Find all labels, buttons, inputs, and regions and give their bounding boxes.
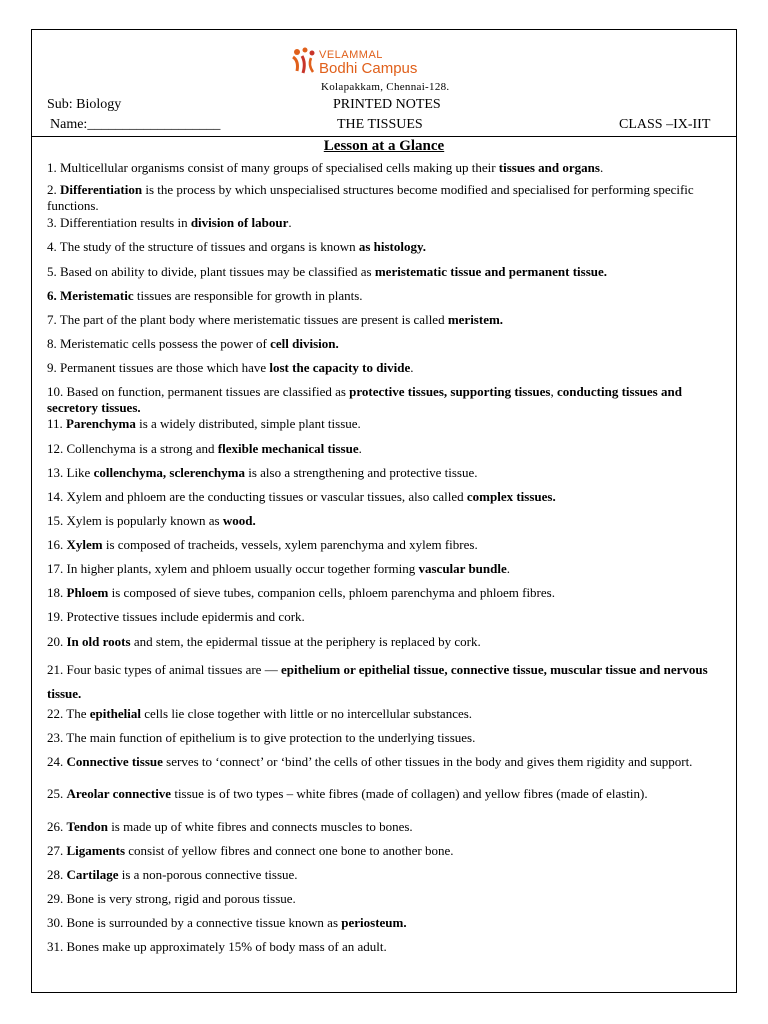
note-point	[47, 264, 727, 280]
note-point	[47, 754, 727, 770]
note-text: 5. Based on ability to divide, plant tissues may be classified as	[47, 264, 375, 279]
bold-term: meristematic tissue and permanent tissue.	[374, 264, 608, 279]
note-text: .	[288, 215, 292, 230]
logo-brand-top: VELAMMAL	[319, 49, 383, 61]
note-point	[47, 537, 727, 553]
note-text: 19. Protective tissues include epidermis and cork.	[47, 609, 305, 624]
bold-term: protective tissues, supporting tissues	[349, 384, 551, 399]
bold-term: Cartilage	[66, 867, 119, 882]
bold-term: 6. Meristematic	[47, 288, 134, 303]
note-text: 2.	[47, 182, 60, 197]
note-point	[47, 288, 727, 304]
note-text: ,	[550, 384, 557, 399]
bold-term: periosteum.	[341, 915, 407, 930]
note-point	[47, 360, 727, 376]
bold-term: In old roots	[66, 634, 131, 649]
note-text: serves to ‘connect’ or ‘bind’ the cells of other tissues in the body and gives them rigidity and support.	[162, 754, 693, 769]
bold-term: Xylem	[66, 537, 103, 552]
bold-term: lost the capacity to divide	[269, 360, 411, 375]
note-text: 14. Xylem and phloem are the conducting tissues or vascular tissues, also called	[47, 489, 467, 504]
bold-term: epithelial	[89, 706, 142, 721]
note-text: 13. Like	[47, 465, 94, 480]
note-text: 29. Bone is very strong, rigid and porous tissue.	[47, 891, 296, 906]
name-field: Name:___________________	[50, 117, 221, 132]
note-text: cells lie close together with little or no intercellular substances.	[141, 706, 473, 721]
bold-term: cell division.	[270, 336, 339, 351]
lesson-title: Lesson at a Glance	[323, 138, 445, 154]
note-text: 27.	[47, 843, 67, 858]
note-text: 26.	[47, 819, 67, 834]
document-type: PRINTED NOTES	[333, 97, 441, 112]
note-text: 31. Bones make up approximately 15% of body mass of an adult.	[47, 939, 387, 954]
note-point	[47, 416, 727, 432]
bold-term: Parenchyma	[66, 416, 136, 431]
note-text: 18.	[47, 585, 67, 600]
topic-title: THE TISSUES	[337, 117, 423, 132]
note-point	[47, 465, 727, 481]
note-point	[47, 915, 727, 931]
bold-term: Connective tissue	[66, 754, 163, 769]
note-text: tissue is of two types – white fibres (made of collagen) and yellow fibres (made of elastin).	[171, 786, 648, 801]
note-text: 1. Multicellular organisms consist of many groups of specialised cells making up their	[47, 160, 499, 175]
bold-term: conducting tissues and secretory tissues.	[47, 384, 682, 415]
note-point	[47, 843, 727, 859]
note-text: consist of yellow fibres and connect one bone to another bone.	[125, 843, 454, 858]
note-point	[47, 658, 727, 706]
note-text: is a non-porous connective tissue.	[118, 867, 298, 882]
note-text: 21. Four basic types of animal tissues are —	[47, 662, 281, 677]
note-point	[47, 585, 727, 601]
bold-term: Tendon	[66, 819, 108, 834]
bold-term: as histology.	[358, 239, 427, 254]
bold-term: epithelium or epithelial tissue, connective tissue, muscular tissue and nervous tissue.	[47, 662, 708, 701]
note-text: 9. Permanent tissues are those which have	[47, 360, 270, 375]
school-logo	[291, 43, 491, 95]
bold-term: complex tissues.	[466, 489, 556, 504]
bold-term: Phloem	[66, 585, 109, 600]
note-text: 23. The main function of epithelium is to give protection to the underlying tissues.	[47, 730, 476, 745]
note-text: 22. The	[47, 706, 90, 721]
bold-term: flexible mechanical tissue	[217, 441, 359, 456]
note-point	[47, 706, 727, 722]
note-text: .	[358, 441, 362, 456]
note-text: .	[410, 360, 414, 375]
note-text: 24.	[47, 754, 67, 769]
note-text: is composed of tracheids, vessels, xylem parenchyma and xylem fibres.	[102, 537, 478, 552]
note-text: .	[506, 561, 511, 576]
logo-brand-main: Bodhi Campus	[319, 60, 418, 77]
note-text: .	[599, 160, 604, 175]
bold-term: wood.	[222, 513, 256, 528]
logo-emblem-icon	[291, 47, 317, 77]
header-divider	[32, 136, 736, 137]
note-text: is also a strengthening and protective tissue.	[244, 465, 478, 480]
bold-term: tissues and organs	[498, 160, 600, 175]
note-point	[47, 336, 727, 352]
note-point	[47, 513, 727, 529]
note-point	[47, 891, 727, 907]
note-point	[47, 730, 727, 746]
school-address: Kolapakkam, Chennai-128.	[321, 81, 450, 93]
note-text: tissues are responsible for growth in plants.	[133, 288, 363, 303]
note-text: 4. The study of the structure of tissues and organs is known	[47, 239, 359, 254]
note-point	[47, 819, 727, 835]
note-text: 3. Differentiation results in	[47, 215, 191, 230]
note-point	[47, 215, 727, 231]
note-point	[47, 867, 727, 883]
bold-term: collenchyma, sclerenchyma	[93, 465, 245, 480]
bold-term: vascular bundle	[418, 561, 507, 576]
note-text: is a widely distributed, simple plant tissue.	[135, 416, 361, 431]
note-point	[47, 939, 727, 955]
note-text: 30. Bone is surrounded by a connective tissue known as	[47, 915, 342, 930]
note-point	[47, 239, 727, 255]
note-text: is made up of white fibres and connects muscles to bones.	[107, 819, 413, 834]
note-point	[47, 634, 727, 650]
note-point	[47, 441, 727, 457]
bold-term: division of labour	[190, 215, 289, 230]
note-text: is composed of sieve tubes, companion cells, phloem parenchyma and phloem fibres.	[108, 585, 555, 600]
note-point	[47, 160, 727, 176]
note-point	[47, 561, 727, 577]
note-text: 20.	[47, 634, 67, 649]
note-text: is the process by which unspecialised structures become modified and specialised for performing specific functions.	[47, 182, 694, 213]
subject-label: Sub: Biology	[47, 97, 122, 112]
note-text: 25.	[47, 786, 67, 801]
note-text: 15. Xylem is popularly known as	[47, 513, 223, 528]
bold-term: Ligaments	[66, 843, 125, 858]
bold-term: Differentiation	[60, 182, 143, 197]
note-point	[47, 489, 727, 505]
note-point	[47, 312, 727, 328]
note-point	[47, 384, 727, 416]
note-text: and stem, the epidermal tissue at the periphery is replaced by cork.	[130, 634, 481, 649]
note-text: 11.	[47, 416, 67, 431]
note-text: 10. Based on function, permanent tissues are classified as	[47, 384, 350, 399]
note-point	[47, 609, 727, 625]
note-text: 17. In higher plants, xylem and phloem usually occur together forming	[47, 561, 419, 576]
note-point	[47, 786, 727, 802]
bold-term: meristem.	[447, 312, 504, 327]
note-text: 12. Collenchyma is a strong and	[47, 441, 218, 456]
note-text: 28.	[47, 867, 67, 882]
note-text: 7. The part of the plant body where meristematic tissues are present is called	[47, 312, 448, 327]
bold-term: Areolar connective	[66, 786, 172, 801]
note-text: 8. Meristematic cells possess the power of	[47, 336, 271, 351]
note-text: 16.	[47, 537, 67, 552]
class-label: CLASS –IX-IIT	[619, 117, 711, 132]
note-point	[47, 182, 727, 214]
